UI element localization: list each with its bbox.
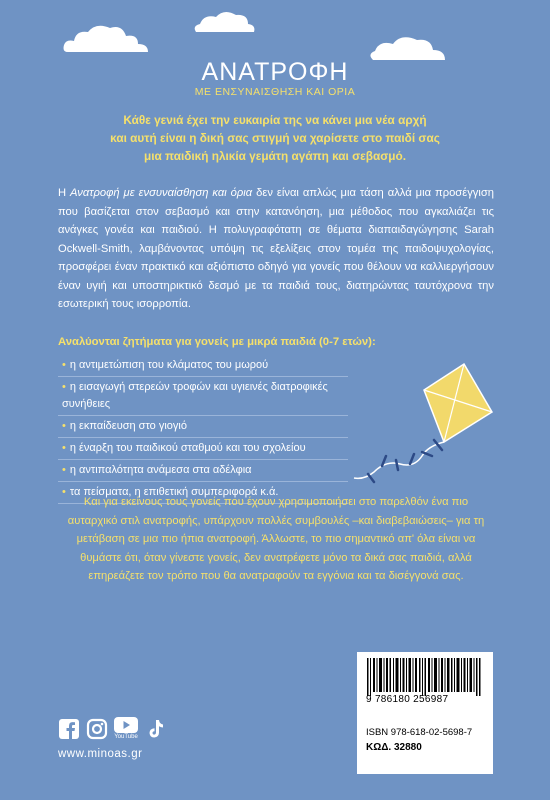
description-lead: Η [58,187,71,199]
bullet: • [62,486,66,498]
bullet: • [62,464,66,476]
list-item-text: τα πείσματα, η επιθετική συμπεριφορά κ.ά. [69,486,279,498]
list-item-text: η εισαγωγή στερεών τροφών και υγιεινές διατροφικές συνήθειες [62,381,328,410]
youtube-play-icon [114,717,138,733]
intro-line: μια παιδική ηλικία γεμάτη αγάπη και σεβασμό. [143,149,407,163]
list-item [58,377,348,416]
intro-line: Κάθε γενιά έχει την ευκαιρία της να κάνει μια νέα αρχή [123,113,427,127]
bullet: • [62,381,66,393]
list-item-text: η αντιπαλότητα ανάμεσα στα αδέλφια [69,464,252,476]
barcode-panel [357,652,493,774]
facebook-icon[interactable] [58,718,80,740]
topics-heading: Αναλύονται ζητήματα για γονείς με μικρά παιδιά (0-7 ετών): [58,336,376,348]
bullet: • [62,442,66,454]
book-title-italic: Ανατροφή με ενσυναίσθηση και όρια [70,187,253,199]
kite-illustration [352,360,497,485]
intro-tagline [60,111,490,165]
description-text: δεν είναι απλώς μια τάση αλλά μια προσέγγιση που βασίζεται στον σεβασμό και στην κατανόηση, μια μέθοδος που αγκαλιάζει τις ανάγκες γονέα και παιδιού. Η πολυγραφότατη σε θέματα διαπαιδαγώγησης Sarah Ockwell-Smith, λαμβάνοντας υπόψη τις εξελίξεις στον τομέα της παιδοψυχολογίας, προσφέρει έναν πρακτικό και αξιόπιστο οδηγό για γονείς που θέλουν να καλλιεργήσουν έναν υγιή και υποστηρικτικό δεσμό με τα παιδιά τους, διατηρώντας ταυτόχρονα την εσωτερική τους ισορροπία. [58,187,494,310]
tiktok-icon[interactable] [144,718,166,740]
youtube-label: YouTube [114,734,138,740]
cloud-illustration [58,18,163,58]
book-title: ΑΝΑΤΡΟΦΗ [201,58,349,86]
youtube-icon[interactable] [114,717,138,740]
barcode-icon [367,658,483,696]
isbn-text: ISBN 978-618-02-5698-7 [366,727,473,738]
closing-paragraph: Και για εκείνους τους γονείς που έχουν χρησιμοποιήσει στο παρελθόν ένα πιο αυταρχικό στιλ ανατροφής, υπάρχουν πολλές συμβουλές –και διαβεβαιώσεις– για τη μετάβαση σε μια πιο ήπια ανατροφή. Άλλωστε, το πιο σημαντικό απ' όλα είναι να θυμάστε ότι, όταν γίνεστε γονείς, δεν ανατρέφετε μόνο τα δικά σας παιδιά, αλλά επηρεάζετε τον τρόπο που θα ανατραφούν τα εγγόνια και τα δισέγγονά σας. [67,496,485,582]
product-code: ΚΩΔ. 32880 [366,742,422,753]
description-paragraph [58,184,494,314]
list-item-text: η εκπαίδευση στο γιογιό [69,420,187,432]
list-item [58,460,348,482]
instagram-icon[interactable] [86,718,108,740]
topics-list [58,355,348,504]
list-item-text: η αντιμετώπιση του κλάματος του μωρού [69,359,269,371]
bullet: • [62,359,66,371]
list-item [58,438,348,460]
website-link[interactable]: www.minoas.gr [58,748,143,760]
list-item [58,416,348,438]
cloud-illustration [190,6,260,36]
intro-line: και αυτή είναι η δική σας στιγμή να χαρίσετε στο παιδί σας [110,131,440,145]
list-item-text: η έναρξη του παιδικού σταθμού και του σχολείου [69,442,306,454]
barcode-number: 9 786180 256987 [366,694,449,705]
social-links [58,717,166,740]
list-item [58,355,348,377]
book-subtitle: ΜΕ ΕΝΣΥΝΑΙΣΘΗΣΗ ΚΑΙ ΟΡΙΑ [194,86,356,98]
bullet: • [62,420,66,432]
